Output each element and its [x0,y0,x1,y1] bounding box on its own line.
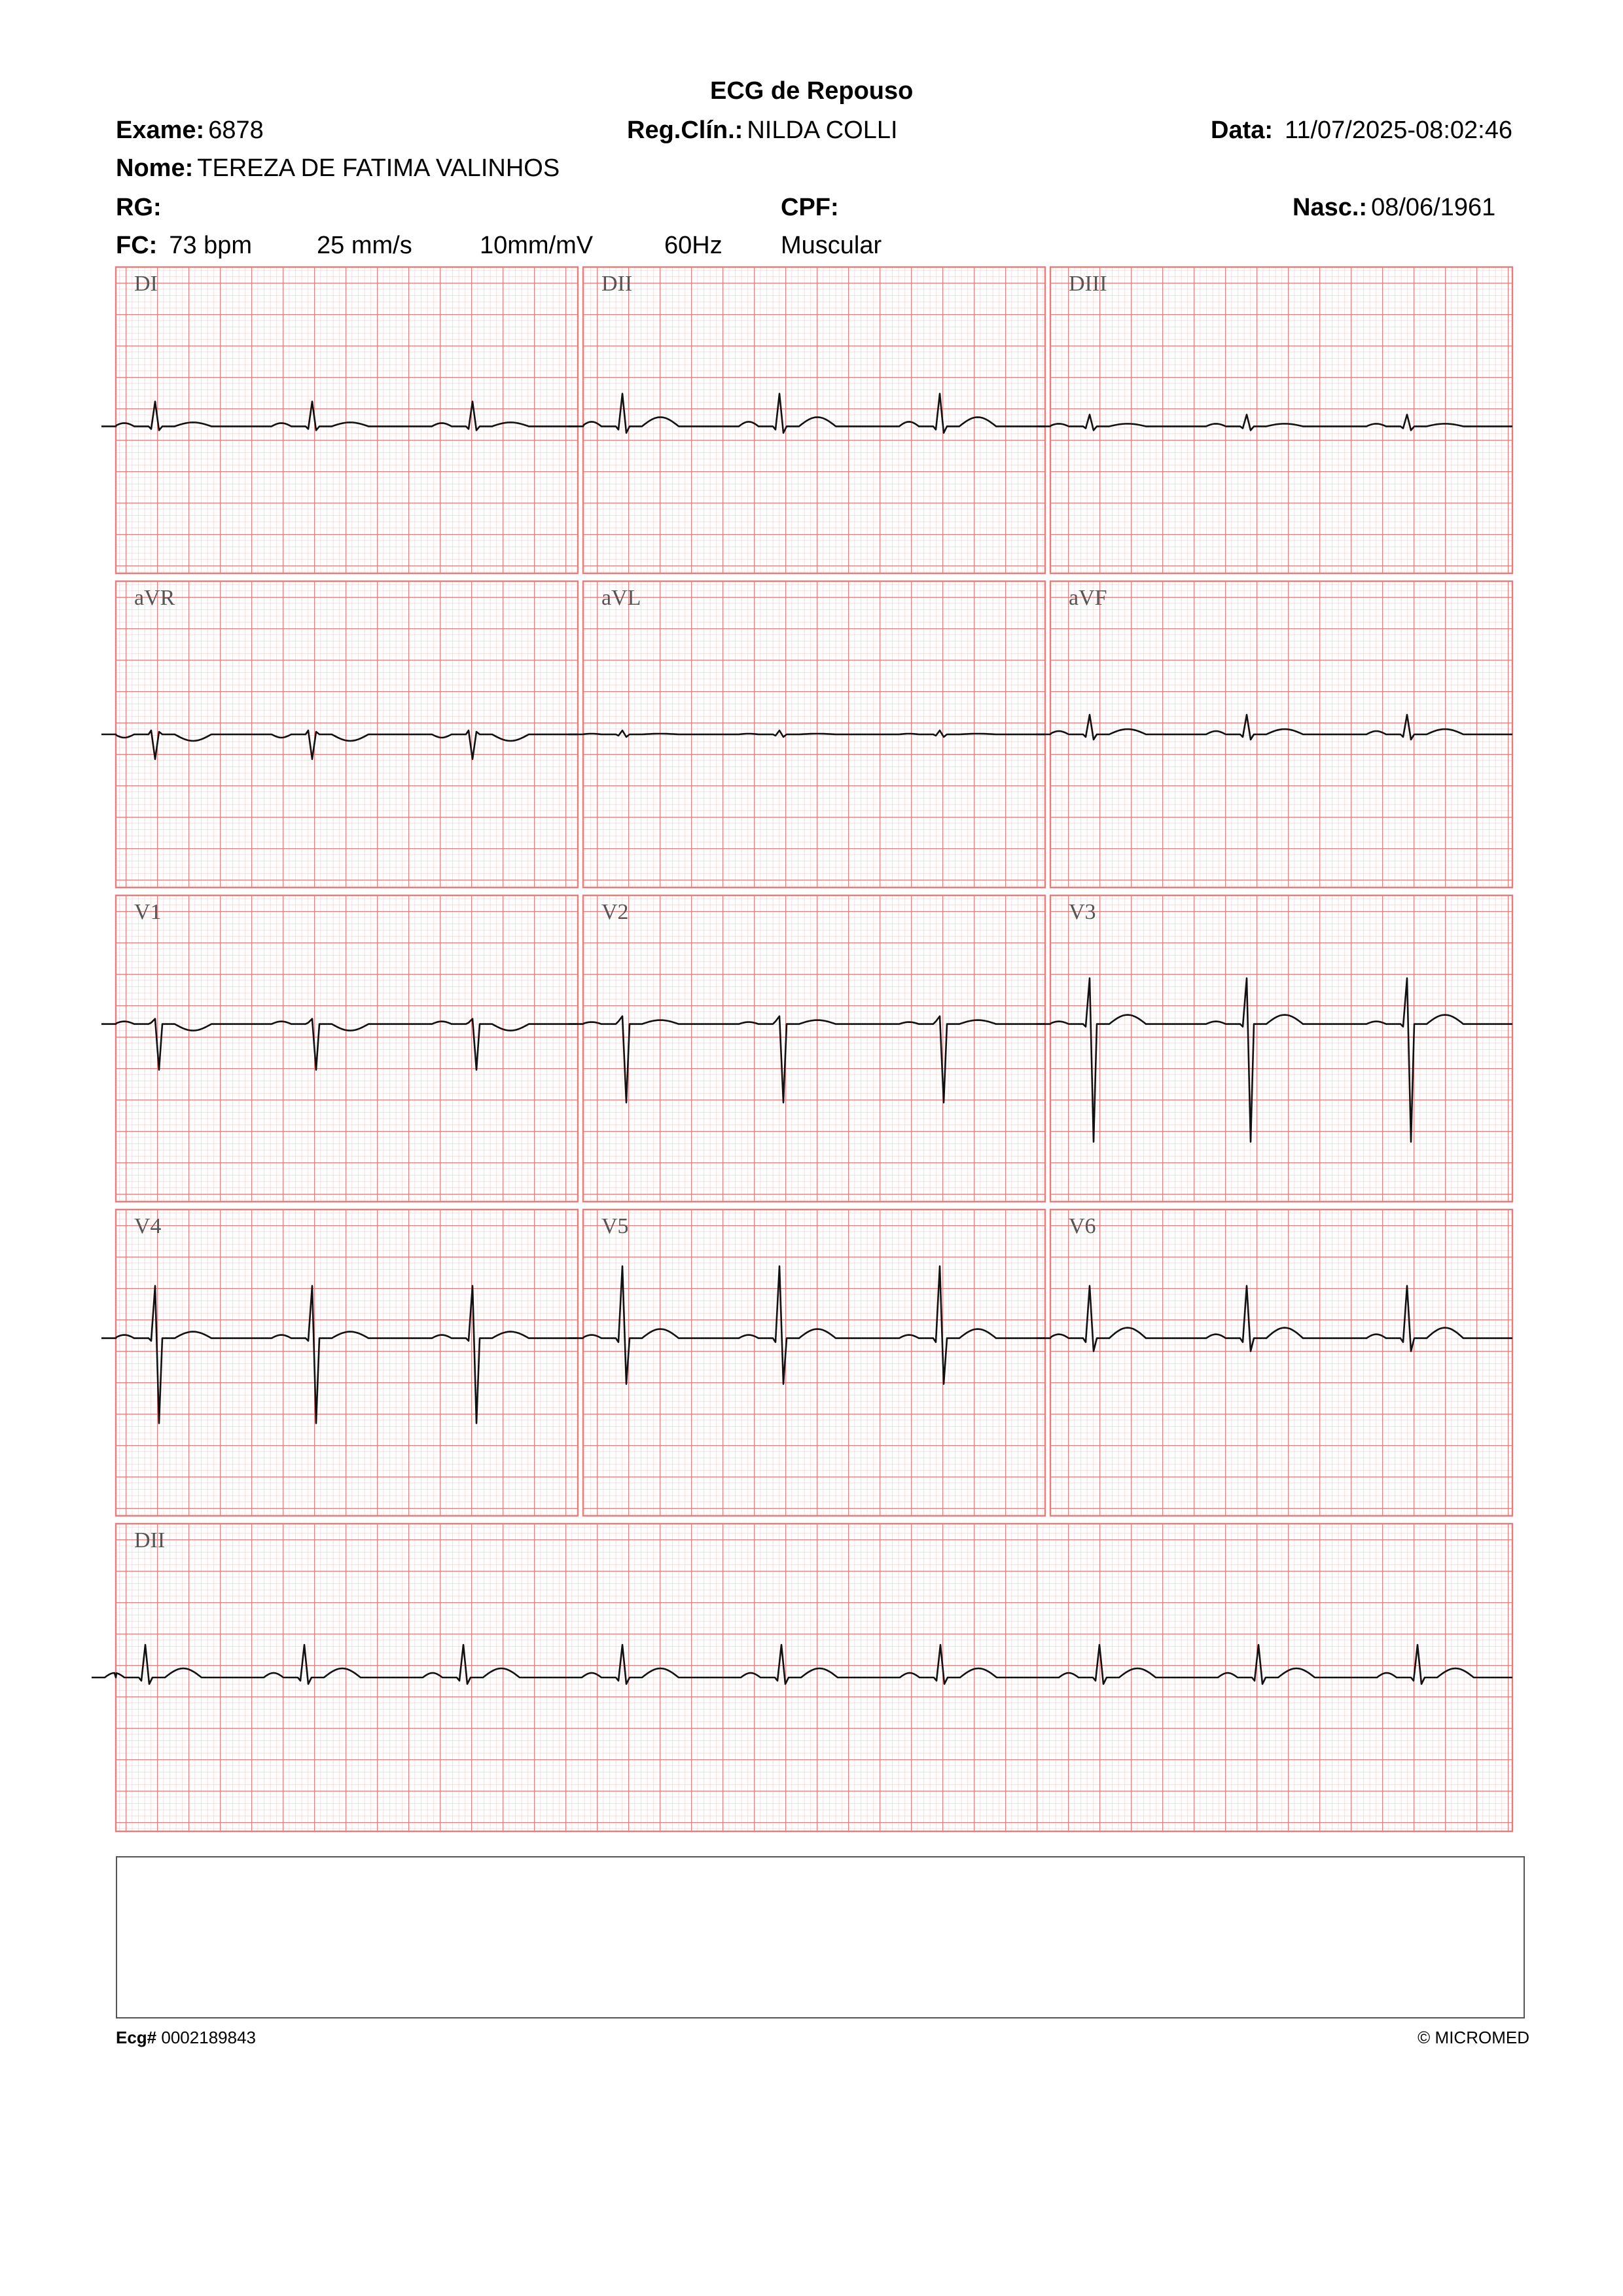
filter-type: Muscular [781,232,882,259]
lead-v3-grid [1050,895,1512,1202]
report-title: ECG de Repouso [710,77,914,105]
lead-v2-grid [583,895,1045,1202]
lead-avl-label: aVL [601,586,641,610]
heart-rate-value: 73 bpm [169,232,253,259]
exam-value: 6878 [208,117,264,144]
lead-v6-grid [1050,1210,1512,1516]
birth-label: Nasc.: [1293,194,1368,221]
name-value: TEREZA DE FATIMA VALINHOS [197,154,560,182]
lead-v1-grid [116,895,578,1202]
name-label: Nome: [116,154,194,182]
filter-frequency: 60Hz [664,232,722,259]
gain: 10mm/mV [480,232,594,259]
exam-label: Exame: [116,117,205,144]
lead-di-grid [116,267,578,573]
lead-dii-grid [583,267,1045,573]
birth-value: 08/06/1961 [1371,194,1496,221]
lead-avr-label: aVR [134,586,175,610]
lead-v5-grid [583,1210,1045,1516]
ecg-id [116,2028,256,2048]
lead-v6-label: V6 [1069,1214,1096,1238]
lead-v2-label: V2 [601,900,629,924]
lead-diii-label: DIII [1069,272,1107,296]
lead-dii-label: DII [601,272,633,296]
paper-speed: 25 mm/s [317,232,412,259]
lead-v1-label: V1 [134,900,162,924]
ecg-id-label: Ecg# [116,2028,157,2047]
lead-avf-grid [1050,581,1512,888]
interpretation-box [116,1856,1525,2018]
reg-clin-label: Reg.Clín.: [627,117,743,144]
cpf-label: CPF: [781,194,839,221]
lead-v4-grid [116,1210,578,1516]
ecg-id-value: 0002189843 [161,2028,256,2047]
lead-v5-label: V5 [601,1214,629,1238]
rg-label: RG: [116,194,162,221]
lead-avr-grid [116,581,578,888]
copyright: © MICROMED [1418,2028,1529,2047]
rhythm-strip-label: DII [134,1528,166,1552]
lead-v4-label: V4 [134,1214,162,1238]
reg-clin-value: NILDA COLLI [747,117,898,144]
heart-rate-label: FC: [116,232,158,259]
lead-di-label: DI [134,272,158,296]
lead-avf-label: aVF [1069,586,1107,610]
date-value: 11/07/2025-08:02:46 [1285,117,1512,144]
date-label: Data: [1211,117,1274,144]
lead-v3-label: V3 [1069,900,1096,924]
lead-diii-grid [1050,267,1512,573]
